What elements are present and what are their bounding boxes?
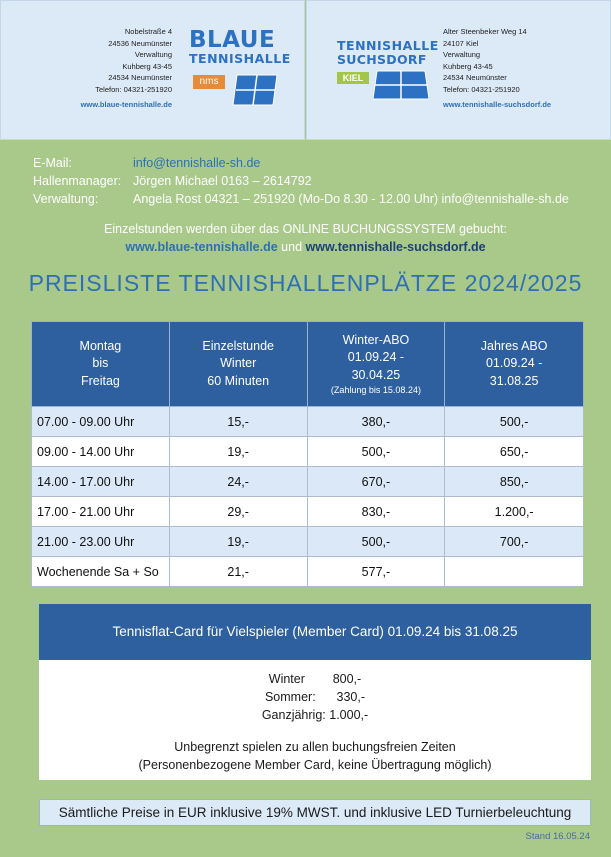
admin-value: Angela Rost 04321 – 251920 (Mo-Do 8.30 - 12.00 Uhr) info@tennishalle-sh.de xyxy=(133,192,569,206)
manager-row xyxy=(33,172,569,190)
member-card-note xyxy=(39,738,591,774)
table-row xyxy=(32,557,584,587)
price-cell xyxy=(445,557,584,587)
address-line: Telefon: 04321-251920 xyxy=(443,84,520,94)
header-line: Winter-ABO xyxy=(342,332,410,347)
left-address xyxy=(81,26,172,110)
admin-label: Verwaltung: xyxy=(33,192,99,206)
address-line: 24534 Neumünster xyxy=(108,73,172,83)
header-note: (Zahlung bis 15.08.24) xyxy=(330,385,421,396)
header-line: 01.09.24 - xyxy=(347,350,405,365)
price-cell: 21,- xyxy=(169,557,307,587)
price-cell: 380,- xyxy=(307,407,445,437)
table-header-row xyxy=(32,322,584,407)
booking-info: Einzelstunden werden über das ONLINE BUCHUNGSSYSTEM gebucht: xyxy=(104,222,507,236)
header-line: Einzelstunde xyxy=(202,338,274,353)
member-price-value: 1.000,- xyxy=(329,708,369,722)
address-line: Verwaltung xyxy=(134,50,172,60)
member-price-label: Winter xyxy=(268,672,305,686)
manager-label: Hallenmanager: xyxy=(33,174,122,188)
address-line: Telefon: 04321-251920 xyxy=(95,84,172,94)
header-line: 30.04.25 xyxy=(351,367,401,382)
time-cell: 07.00 - 09.00 Uhr xyxy=(32,407,170,437)
member-card-heading: Tennisflat-Card für Vielspieler (Member Card) 01.09.24 bis 31.08.25 xyxy=(39,604,591,660)
email-link[interactable]: info@tennishalle-sh.de xyxy=(133,156,261,170)
price-cell: 500,- xyxy=(307,527,445,557)
header-line: bis xyxy=(92,356,109,371)
time-cell: 21.00 - 23.00 Uhr xyxy=(32,527,170,557)
price-cell: 830,- xyxy=(307,497,445,527)
logo-tag: KIEL xyxy=(337,72,369,84)
member-price-value: 330,- xyxy=(336,690,366,704)
table-row xyxy=(32,527,584,557)
email-label: E-Mail: xyxy=(33,156,72,170)
address-line: Verwaltung xyxy=(443,50,481,60)
footer-note: Sämtliche Preise in EUR inklusive 19% MWST. und inklusive LED Turnierbeleuchtung xyxy=(39,799,591,826)
table-row xyxy=(32,407,584,437)
header-line: 01.09.24 - xyxy=(485,356,543,371)
price-cell: 577,- xyxy=(307,557,445,587)
header-line: 60 Minuten xyxy=(207,373,270,388)
logo-text: SUCHSDORF xyxy=(337,52,427,67)
header-cell-year-abo xyxy=(445,322,584,407)
member-price-summer xyxy=(39,688,591,706)
table-row xyxy=(32,467,584,497)
price-cell: 670,- xyxy=(307,467,445,497)
email-row xyxy=(33,154,569,172)
address-line: Nobelstraße 4 xyxy=(124,27,172,36)
website-link[interactable]: www.blaue-tennishalle.de xyxy=(80,99,172,109)
price-cell: 500,- xyxy=(445,407,584,437)
time-cell: 09.00 - 14.00 Uhr xyxy=(32,437,170,467)
admin-row xyxy=(33,190,569,208)
booking-link-suchsdorf[interactable]: www.tennishalle-suchsdorf.de xyxy=(305,240,486,254)
time-cell: 14.00 - 17.00 Uhr xyxy=(32,467,170,497)
time-cell: 17.00 - 21.00 Uhr xyxy=(32,497,170,527)
price-cell: 700,- xyxy=(445,527,584,557)
right-address xyxy=(443,26,551,110)
header-line: Winter xyxy=(220,356,257,371)
logo-text: TENNISHALLE xyxy=(337,38,439,53)
price-cell: 19,- xyxy=(169,437,307,467)
member-price-label: Ganzjährig: xyxy=(261,708,326,722)
member-card-box xyxy=(39,604,591,780)
header-cell-days xyxy=(32,322,170,407)
price-cell: 19,- xyxy=(169,527,307,557)
court-icon xyxy=(373,69,429,101)
table-row xyxy=(32,497,584,527)
header-line: 31.08.25 xyxy=(489,373,539,388)
table-row xyxy=(32,437,584,467)
header-left xyxy=(0,0,305,140)
price-cell: 15,- xyxy=(169,407,307,437)
member-note-line: (Personenbezogene Member Card, keine Übertragung möglich) xyxy=(138,758,492,772)
blaue-tennishalle-logo xyxy=(189,27,291,87)
price-cell: 500,- xyxy=(307,437,445,467)
member-card-prices xyxy=(39,670,591,724)
header-cell-winter-abo xyxy=(307,322,445,407)
header-cell-single-hour xyxy=(169,322,307,407)
member-price-year xyxy=(39,706,591,724)
price-cell: 1.200,- xyxy=(445,497,584,527)
address-line: Kuhberg 43-45 xyxy=(443,61,493,71)
logo-text: TENNISHALLE xyxy=(189,51,291,66)
header-line: Jahres ABO xyxy=(480,338,548,353)
court-icon xyxy=(229,73,279,107)
price-cell: 24,- xyxy=(169,467,307,497)
booking-link-blaue[interactable]: www.blaue-tennishalle.de xyxy=(125,240,278,254)
member-price-value: 800,- xyxy=(332,672,362,686)
member-note-line: Unbegrenzt spielen zu allen buchungsfreien Zeiten xyxy=(174,740,456,754)
contact-block xyxy=(33,154,569,208)
time-cell: Wochenende Sa + So xyxy=(32,557,170,587)
price-cell: 850,- xyxy=(445,467,584,497)
address-line: 24534 Neumünster xyxy=(443,73,507,83)
address-line: 24536 Neumünster xyxy=(108,38,172,48)
header-line: Freitag xyxy=(80,373,120,388)
stand-date: Stand 16.05.24 xyxy=(525,831,590,842)
member-price-winter xyxy=(39,670,591,688)
header-line: Montag xyxy=(79,338,122,353)
member-price-label: Sommer: xyxy=(264,690,316,704)
logo-text: BLAUE xyxy=(189,27,276,53)
price-cell: 29,- xyxy=(169,497,307,527)
booking-and: und xyxy=(281,240,303,254)
booking-sites xyxy=(0,240,611,254)
page-title: PREISLISTE TENNISHALLENPLÄTZE 2024/2025 xyxy=(28,270,583,296)
website-link[interactable]: www.tennishalle-suchsdorf.de xyxy=(443,99,552,109)
address-line: Kuhberg 43-45 xyxy=(122,61,172,71)
price-table xyxy=(31,321,584,587)
price-cell: 650,- xyxy=(445,437,584,467)
header xyxy=(0,0,611,143)
logo-tag: nms xyxy=(193,75,225,89)
manager-value: Jörgen Michael 0163 – 2614792 xyxy=(133,174,312,188)
address-line: Alter Steenbeker Weg 14 xyxy=(443,27,527,36)
tennishalle-suchsdorf-logo xyxy=(337,38,439,83)
header-right xyxy=(306,0,611,140)
address-line: 24107 Kiel xyxy=(443,38,479,48)
